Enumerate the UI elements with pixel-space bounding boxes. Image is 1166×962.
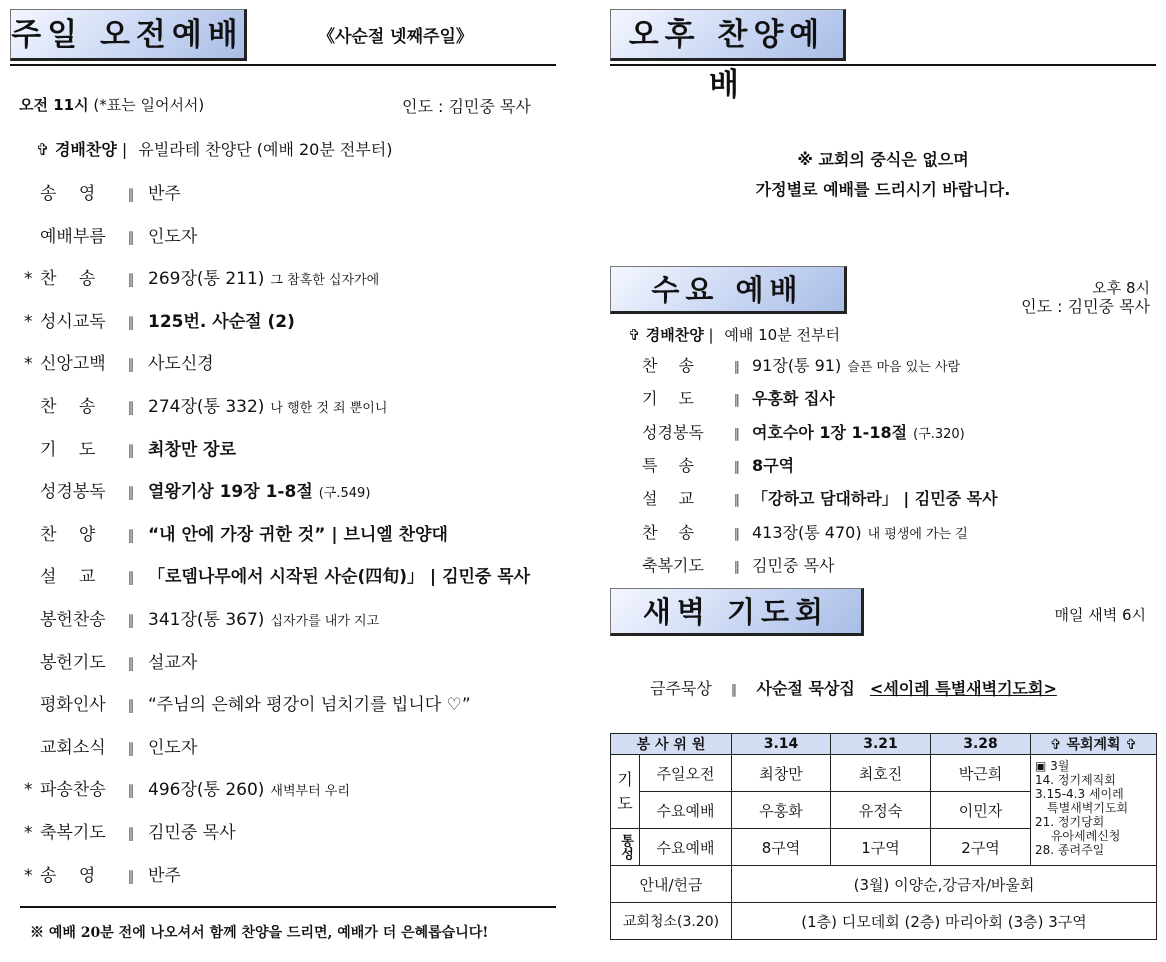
order-separator: ∥	[127, 527, 135, 544]
wed-order-row	[642, 353, 960, 381]
order-note: 새벽부터 우리	[270, 784, 350, 800]
wed-order-separator: ∥	[733, 493, 741, 509]
wed-order-separator: ∥	[733, 459, 741, 475]
row-label: 수요예배	[640, 792, 732, 829]
service-time	[19, 94, 204, 115]
order-separator: ∥	[127, 272, 135, 289]
order-text: 설교자	[148, 652, 198, 673]
order-text: 「로뎀나무에서 시작된 사순(四旬)」 | 김민중 목사	[148, 567, 531, 588]
wed-order-text: 413장(통 470)	[752, 522, 862, 542]
wed-order-text: 여호수아 1장 1-18절	[752, 422, 908, 442]
order-row	[24, 733, 197, 763]
order-row	[24, 818, 236, 848]
dawn-meditation-line	[650, 676, 1057, 699]
order-label: 기 도	[40, 439, 96, 460]
cell: 2구역	[931, 829, 1031, 866]
schedule-header-row	[611, 734, 1157, 755]
group-prayer-b: 도	[617, 793, 633, 813]
cell: 우홍화	[732, 792, 831, 829]
order-text: 사도신경	[148, 354, 214, 375]
wed-order-label: 설 교	[642, 489, 694, 509]
order-separator: ∥	[127, 187, 135, 203]
order-separator: ∥	[127, 314, 135, 331]
header-date-1: 3.14	[732, 734, 831, 755]
order-label: 찬 양	[40, 524, 96, 545]
order-text: 인도자	[148, 737, 198, 758]
order-text: 반주	[148, 865, 181, 886]
order-separator: ∥	[127, 485, 135, 502]
wed-order-label: 특 송	[642, 455, 694, 475]
order-note: 십자가를 내가 지고	[270, 614, 380, 629]
wed-praise-sep: |	[708, 326, 714, 344]
order-label: 교회소식	[40, 737, 106, 758]
order-label: 봉헌찬송	[40, 610, 106, 630]
wed-order-label: 찬 송	[642, 522, 694, 542]
order-label: 평화인사	[40, 695, 106, 716]
order-text: 열왕기상 19장 1-8절	[148, 482, 313, 503]
group-prayer-a: 기	[617, 769, 633, 789]
order-separator: ∥	[127, 442, 135, 459]
wed-order-separator: ∥	[733, 360, 741, 375]
afternoon-divider	[610, 64, 1156, 66]
order-row	[24, 435, 236, 465]
dawn-label: 금주묵상	[650, 679, 712, 698]
wed-order-text: 김민중 목사	[752, 555, 835, 575]
order-row	[24, 307, 295, 337]
header-date-2: 3.21	[831, 734, 931, 755]
dawn-text-bold: 사순절 묵상집	[756, 679, 855, 698]
afternoon-service-banner: 오후 찬양예배	[610, 9, 846, 61]
order-row	[24, 179, 181, 209]
header-plan: ✞ 목회계획 ✞	[1031, 734, 1157, 755]
wed-order-label: 찬 송	[642, 356, 694, 375]
wed-praise-label: ✞ 경배찬양	[628, 326, 704, 344]
order-label: 송 영	[40, 184, 96, 204]
footer-note: ※ 예배 20분 전에 나오셔서 함께 찬양을 드리면, 예배가 더 은혜롭습니다!	[30, 925, 489, 941]
wed-order-row	[642, 386, 835, 414]
standing-mark: *	[24, 311, 33, 332]
notice-line-2: 가정별로 예배를 드리시기 바랍니다.	[755, 180, 1011, 199]
praise-text: 유빌라테 찬양단 (예배 20분 전부터)	[138, 140, 393, 159]
wed-order-text: 8구역	[752, 455, 795, 475]
clean-value: (1층) 디모데회 (2층) 마리아회 (3층) 3구역	[732, 903, 1157, 940]
order-text: “내 안에 가장 귀한 것” | 브니엘 찬양대	[148, 524, 448, 545]
guide-value: (3월) 이양순,강금자/바울회	[732, 866, 1157, 903]
order-row	[24, 861, 181, 891]
order-separator: ∥	[127, 570, 135, 587]
plan-line: 14. 정기제직회	[1035, 773, 1116, 787]
order-row	[24, 562, 530, 592]
praise-sep: |	[121, 140, 128, 159]
cell: 8구역	[732, 829, 831, 866]
standing-mark: *	[24, 823, 33, 843]
order-text: 김민중 목사	[148, 823, 236, 843]
sunday-service-banner: 주일 오전예배	[10, 9, 247, 61]
order-row	[24, 222, 197, 252]
bottom-divider	[20, 906, 556, 908]
table-row	[611, 755, 1157, 792]
order-text: 반주	[148, 184, 181, 204]
service-leader: 인도 : 김민중 목사	[402, 97, 531, 116]
dawn-sep: ∥	[730, 683, 738, 698]
lent-subtitle: 《사순절 넷째주일》	[318, 27, 473, 47]
wed-praise-line	[628, 324, 840, 345]
order-label: 신앙고백	[40, 354, 106, 375]
plan-line: 특별새벽기도회	[1035, 801, 1129, 815]
order-label: 송 영	[40, 865, 96, 886]
wed-order-label: 축복기도	[642, 555, 704, 575]
standing-mark: *	[24, 865, 33, 886]
standing-mark: *	[24, 780, 33, 801]
plan-line: 21. 정기당회	[1035, 815, 1105, 829]
dawn-prayer-banner: 새벽 기도회	[610, 588, 864, 636]
guide-label: 안내/헌금	[611, 866, 732, 903]
order-text: 341장(통 367)	[148, 610, 265, 630]
wed-order-text: 「강하고 담대하라」 | 김민중 목사	[752, 489, 998, 509]
order-separator: ∥	[127, 229, 135, 246]
order-separator: ∥	[127, 698, 135, 715]
order-label: 축복기도	[40, 823, 106, 843]
wed-order-label: 기 도	[642, 389, 694, 409]
order-text: 125번. 사순절 (2)	[148, 311, 295, 332]
order-note: 그 참혹한 십자가에	[270, 273, 380, 289]
row-label: 수요예배	[640, 829, 732, 866]
order-row	[24, 775, 350, 805]
order-separator: ∥	[127, 740, 135, 757]
order-separator: ∥	[127, 826, 135, 842]
order-label: 예배부름	[40, 226, 106, 247]
order-row	[24, 648, 197, 678]
order-row	[24, 392, 387, 422]
order-separator: ∥	[127, 655, 135, 672]
top-divider	[10, 64, 556, 66]
order-row	[24, 605, 379, 635]
service-time-bold: 오전 11시	[19, 96, 89, 114]
clean-label: 교회청소(3.20)	[611, 903, 732, 940]
order-separator: ∥	[127, 613, 135, 629]
pastoral-plan	[1031, 755, 1157, 866]
wed-order-note: 내 평생에 가는 길	[867, 526, 968, 542]
order-text: 274장(통 332)	[148, 397, 265, 417]
praise-label: ✞ 경배찬양	[36, 140, 117, 159]
order-row	[24, 349, 214, 379]
wed-order-text: 91장(통 91)	[752, 356, 842, 375]
table-row	[611, 866, 1157, 903]
row-label: 주일오전	[640, 755, 732, 792]
service-time-rest: (*표는 일어서서)	[93, 96, 205, 114]
wed-order-row	[642, 453, 794, 481]
order-row	[24, 520, 448, 550]
praise-line	[36, 137, 393, 160]
order-label: 성경봉독	[40, 482, 106, 503]
wed-order-row	[642, 553, 834, 581]
order-separator: ∥	[127, 783, 135, 800]
group-prayer	[611, 755, 640, 829]
order-text: “주님의 은혜와 평강이 넘치기를 빕니다 ♡”	[148, 695, 471, 716]
table-row	[611, 903, 1157, 940]
schedule-table	[610, 733, 1157, 940]
order-separator: ∥	[127, 868, 135, 885]
standing-mark: *	[24, 354, 33, 375]
cell: 최호진	[831, 755, 931, 792]
plan-line: 28. 종려주일	[1035, 843, 1105, 857]
cell: 1구역	[831, 829, 931, 866]
wed-order-row	[642, 520, 968, 548]
order-label: 성시교독	[40, 311, 106, 332]
plan-line: 유아세례신청	[1035, 829, 1121, 843]
order-text: 인도자	[148, 226, 198, 247]
notice-line-1: ※ 교회의 중식은 없으며	[797, 150, 969, 169]
order-separator: ∥	[127, 400, 135, 416]
dawn-time: 매일 새벽 6시	[1054, 606, 1146, 624]
cell: 최창만	[732, 755, 831, 792]
order-row	[24, 690, 471, 720]
order-label: 찬 송	[40, 269, 96, 290]
order-label: 설 교	[40, 567, 96, 588]
cell: 박근희	[931, 755, 1031, 792]
wed-order-row	[642, 420, 965, 448]
wed-order-separator: ∥	[733, 526, 741, 542]
order-text: 496장(통 260)	[148, 780, 265, 801]
plan-line: ▣ 3월	[1035, 759, 1070, 773]
wed-order-separator: ∥	[733, 393, 741, 409]
plan-line: 3.15-4.3 세이레	[1035, 787, 1124, 801]
wednesday-leader: 인도 : 김민중 목사	[1021, 297, 1150, 316]
wed-order-separator: ∥	[733, 426, 741, 442]
wed-order-text: 우홍화 집사	[752, 389, 835, 409]
wed-praise-text: 예배 10분 전부터	[724, 326, 840, 344]
wednesday-service-banner: 수요 예배	[610, 266, 847, 314]
wednesday-time: 오후 8시	[1092, 279, 1150, 297]
order-text: 최창만 장로	[148, 439, 237, 460]
wed-order-row	[642, 486, 998, 514]
order-row	[24, 477, 370, 507]
cell: 이민자	[931, 792, 1031, 829]
wed-order-separator: ∥	[733, 559, 741, 575]
group-tongsung: 통성	[611, 829, 640, 866]
order-label: 봉헌기도	[40, 652, 106, 673]
header-date-3: 3.28	[931, 734, 1031, 755]
order-note: (구.549)	[318, 486, 371, 502]
wed-order-label: 성경봉독	[642, 422, 704, 442]
order-label: 파송찬송	[40, 780, 106, 801]
order-row	[24, 264, 379, 294]
wed-order-note: (구.320)	[913, 426, 965, 442]
order-note: 나 행한 것 죄 뿐이니	[270, 401, 388, 416]
order-separator: ∥	[127, 357, 135, 374]
order-label: 찬 송	[40, 397, 96, 417]
header-committee: 봉 사 위 원	[611, 734, 732, 755]
standing-mark: *	[24, 269, 33, 290]
cell: 유정숙	[831, 792, 931, 829]
wed-order-note: 슬픈 마음 있는 사람	[847, 360, 961, 375]
dawn-text-link[interactable]: <세이레 특별새벽기도회>	[869, 679, 1057, 698]
order-text: 269장(통 211)	[148, 269, 265, 290]
